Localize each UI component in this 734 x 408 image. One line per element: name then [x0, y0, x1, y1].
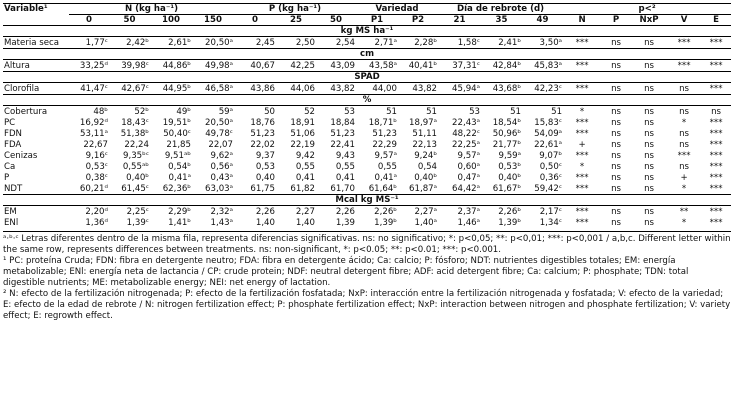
- table-cell: 0,55: [335, 161, 355, 172]
- header-col: P2: [411, 15, 425, 25]
- table-cell: 61,64ᵇ: [368, 183, 397, 194]
- table-row: [3, 183, 731, 195]
- table-cell: 0,55: [377, 161, 397, 172]
- table-cell: 64,42ᵃ: [452, 183, 481, 194]
- table-cell: ns: [611, 206, 622, 217]
- table-cell: 46,58ᵃ: [205, 83, 233, 94]
- unit-label: %: [3, 95, 731, 106]
- table-cell: 40,67: [250, 60, 275, 71]
- header-col: 0: [252, 15, 258, 25]
- header-col: 0: [86, 15, 92, 25]
- table-cell: ***: [709, 83, 723, 94]
- table-cell: ns: [644, 172, 655, 183]
- table-cell: ***: [709, 183, 723, 194]
- table-cell: 0,56ᵃ: [210, 161, 233, 172]
- table-cell: ***: [677, 150, 691, 161]
- row-label: EM: [4, 206, 17, 217]
- table-cell: 42,84ᵇ: [492, 60, 522, 71]
- table-cell: 22,67: [83, 139, 108, 150]
- table-cell: 42,67ᶜ: [121, 83, 149, 94]
- table-row: [3, 161, 731, 172]
- table-cell: ns: [644, 150, 655, 161]
- unit-label: Mcal kg MS⁻¹: [3, 195, 731, 206]
- table-cell: 1,39ᵇ: [374, 217, 397, 228]
- table-cell: 18,76: [250, 117, 275, 128]
- table-cell: 44,86ᵇ: [162, 60, 191, 71]
- table-cell: 43,82: [330, 83, 355, 94]
- header-col-blank: [3, 15, 69, 26]
- table-cell: ns: [679, 161, 690, 172]
- table-cell: 61,45ᶜ: [121, 183, 149, 194]
- table-cell: 45,94ᵃ: [452, 83, 481, 94]
- table-cell: 1,40ᵃ: [414, 217, 438, 228]
- row-label: Clorofila: [4, 83, 40, 94]
- table-cell: 0,41ᵃ: [168, 172, 191, 183]
- table-cell: *: [681, 217, 687, 228]
- table-cell: *: [681, 117, 687, 128]
- table-row: [3, 217, 731, 228]
- table-cell: ***: [677, 60, 691, 71]
- table-cell: 1,77ᶜ: [85, 37, 108, 48]
- table-cell: 20,50ᵃ: [205, 37, 233, 48]
- footnote-significance: ᵃ·ᵇ·ᶜ Letras diferentes dentro de la misma fila, representa diferencias significativas. ns: no significativo; *: p<0,05; **: p<0,01; ***: p<0,001 / a,b,c. Different letter within the same row, represents differences between treatments. ns: non-significant, *: p<0.05; **: p<0.01; ***: p<0.001.: [3, 234, 731, 255]
- table-cell: ***: [575, 60, 589, 71]
- table-cell: 42,23ᶜ: [534, 83, 563, 94]
- header-col: 49: [536, 15, 549, 25]
- table-cell: 62,36ᵇ: [162, 183, 191, 194]
- row-label: ENl: [4, 217, 19, 228]
- table-cell: 50,96ᵇ: [492, 128, 522, 139]
- header-col-row: [3, 15, 731, 26]
- table-cell: 22,61ᵃ: [534, 139, 563, 150]
- table-cell: 9,07ᵇ: [539, 150, 563, 161]
- table-cell: 22,13: [412, 139, 438, 150]
- table-cell: 44,00: [372, 83, 397, 94]
- table-cell: 43,09: [330, 60, 355, 71]
- table-cell: 9,59ᵃ: [498, 150, 522, 161]
- table-cell: 0,41ᵃ: [374, 172, 397, 183]
- table-cell: 9,43: [335, 150, 355, 161]
- table-cell: ns: [679, 106, 690, 117]
- header-group-variedad: Variedad: [356, 4, 438, 15]
- table-cell: 22,25ᵃ: [452, 139, 481, 150]
- table-cell: 18,91: [290, 117, 315, 128]
- table-cell: 43,58ᵃ: [369, 60, 397, 71]
- table-cell: 22,19: [290, 139, 315, 150]
- table-cell: 21,77ᵇ: [492, 139, 522, 150]
- table-cell: 37,31ᶜ: [452, 60, 481, 71]
- header-col: 35: [495, 15, 508, 25]
- table-cell: 2,71ᵃ: [374, 37, 397, 48]
- table-cell: 9,57ᵃ: [457, 150, 481, 161]
- table-cell: 44,06: [290, 83, 315, 94]
- table-cell: 2,29ᵇ: [168, 206, 191, 217]
- table-cell: 18,43ᶜ: [121, 117, 149, 128]
- table-cell: 2,26ᵇ: [374, 206, 397, 217]
- table-cell: 2,26: [335, 206, 355, 217]
- row-label: Ca: [4, 161, 16, 172]
- table-cell: 9,35ᵇᶜ: [123, 150, 149, 161]
- row-label: FDA: [4, 139, 22, 150]
- table-cell: ***: [709, 60, 723, 71]
- table-cell: ***: [709, 217, 723, 228]
- row-label: NDT: [4, 183, 23, 194]
- table-cell: 2,27: [295, 206, 315, 217]
- table-cell: ns: [644, 217, 655, 228]
- table-cell: ***: [709, 206, 723, 217]
- table-cell: ***: [575, 128, 589, 139]
- table-cell: 61,67ᵇ: [492, 183, 522, 194]
- table-cell: *: [579, 161, 585, 172]
- table-cell: +: [680, 172, 688, 183]
- table-cell: ***: [709, 37, 723, 48]
- table-cell: 2,61ᵇ: [168, 37, 191, 48]
- table-cell: ns: [611, 128, 622, 139]
- table-cell: ns: [611, 161, 622, 172]
- table-cell: 59ᵃ: [218, 106, 233, 117]
- table-cell: 2,26ᵇ: [498, 206, 522, 217]
- footnote-abbreviations: ¹ PC: proteína Cruda; FDN: fibra en detergente neutro; FDA: fibra en detergente ácido; Ca: calcio; P: fósforo; NDT: nutrientes digestibles totales; EM: energía metabolizable; ENl: energía neta de lactancia / CP: crude protein; NDF: neutral detergent fibre; ADF: acid detergent fibre; Ca: calcium; P: phosphate; TDN: total digestible nutrients; ME: metabolizable energy; NEI: net energy of lactation.: [3, 256, 689, 288]
- header-col: V: [680, 15, 688, 25]
- table-cell: 0,54: [417, 161, 438, 172]
- table-cell: 49,78ᶜ: [205, 128, 233, 139]
- header-col: E: [713, 15, 720, 25]
- table-cell: 22,43ᵃ: [452, 117, 481, 128]
- table-cell: 49ᵇ: [176, 106, 191, 117]
- table-cell: 51,38ᵇ: [120, 128, 149, 139]
- table-cell: ns: [611, 139, 622, 150]
- table-cell: 2,54: [335, 37, 355, 48]
- table-cell: ns: [644, 128, 655, 139]
- table-cell: 0,40ᵇ: [126, 172, 149, 183]
- table-cell: 2,41ᵇ: [498, 37, 522, 48]
- table-cell: ***: [575, 117, 589, 128]
- table-cell: 2,28ᵇ: [414, 37, 438, 48]
- table-cell: 49,98ᵃ: [205, 60, 233, 71]
- table-cell: 53: [344, 106, 355, 117]
- unit-row-kgms: [3, 26, 731, 37]
- table-cell: 40,41ᵇ: [408, 60, 438, 71]
- table-cell: 2,45: [255, 37, 275, 48]
- table-cell: 0,50ᶜ: [539, 161, 563, 172]
- table-cell: 0,43ᵃ: [210, 172, 233, 183]
- table-cell: 1,36ᵈ: [85, 217, 108, 228]
- table-cell: ***: [575, 206, 589, 217]
- table-cell: ns: [644, 60, 655, 71]
- table-cell: 61,75: [250, 183, 275, 194]
- table-cell: ns: [611, 60, 622, 71]
- table-cell: 51: [510, 106, 522, 117]
- table-cell: 15,83ᶜ: [534, 117, 563, 128]
- table-cell: 48ᵇ: [93, 106, 108, 117]
- table-cell: ns: [611, 106, 622, 117]
- table-cell: 2,26: [255, 206, 275, 217]
- table-cell: 1,46ᵃ: [457, 217, 481, 228]
- table-cell: 0,40ᵇ: [414, 172, 438, 183]
- unit-row-percent: [3, 95, 731, 106]
- table-cell: 53: [469, 106, 481, 117]
- header-col: 50: [123, 15, 136, 25]
- table-cell: 50,40ᶜ: [163, 128, 191, 139]
- table-cell: 0,53ᶜ: [85, 161, 108, 172]
- header-variable: Variable¹: [3, 4, 69, 15]
- table-cell: 1,40: [255, 217, 275, 228]
- table-cell: 2,32ᵃ: [210, 206, 233, 217]
- table-cell: 50: [264, 106, 275, 117]
- row-label: Materia seca: [4, 37, 60, 48]
- table-cell: ***: [709, 172, 723, 183]
- table-cell: ***: [575, 217, 589, 228]
- table-row: [3, 37, 731, 49]
- header-col: P: [612, 15, 620, 25]
- table-cell: 61,82: [290, 183, 315, 194]
- table-cell: ***: [709, 161, 723, 172]
- table-cell: 0,47ᵃ: [457, 172, 481, 183]
- table-cell: ***: [709, 150, 723, 161]
- table-cell: 20,50ᵃ: [205, 117, 233, 128]
- table-cell: 48,22ᶜ: [452, 128, 481, 139]
- table-cell: 51,06: [290, 128, 315, 139]
- table-cell: 1,34ᶜ: [539, 217, 563, 228]
- table-row: [3, 172, 731, 183]
- table-cell: 2,27ᵃ: [414, 206, 438, 217]
- table-cell: 22,41: [330, 139, 355, 150]
- table-cell: 51: [426, 106, 438, 117]
- table-cell: 39,98ᶜ: [121, 60, 149, 71]
- row-label: P: [4, 172, 10, 183]
- table-row: [3, 83, 731, 95]
- table-cell: 22,24: [124, 139, 149, 150]
- header-group-n: N (kg ha⁻¹): [69, 4, 234, 15]
- table-row: [3, 117, 731, 128]
- table-cell: 1,58ᶜ: [457, 37, 481, 48]
- header-col: P1: [370, 15, 384, 25]
- table-cell: 16,92ᵈ: [79, 117, 108, 128]
- table-cell: 1,39: [335, 217, 355, 228]
- table-cell: ns: [644, 106, 655, 117]
- table-cell: ns: [611, 117, 622, 128]
- table-cell: 2,25ᶜ: [126, 206, 149, 217]
- table-cell: ns: [644, 117, 655, 128]
- row-label: Altura: [4, 60, 30, 71]
- table-row: [3, 106, 731, 118]
- table-cell: 52ᵇ: [134, 106, 149, 117]
- table-cell: **: [679, 206, 689, 217]
- unit-label: kg MS ha⁻¹: [3, 26, 731, 37]
- table-cell: ns: [679, 128, 690, 139]
- table-cell: +: [578, 139, 586, 150]
- table-cell: 22,29: [372, 139, 397, 150]
- table-cell: 59,42ᶜ: [534, 183, 563, 194]
- table-cell: 0,40ᵇ: [498, 172, 522, 183]
- table-cell: 22,07: [208, 139, 233, 150]
- table-cell: ns: [611, 183, 622, 194]
- footnote-effects: ² N: efecto de la fertilización nitrogenada; P: efecto de la fertilización fosfatada; NxP: interacción entre la fertilización nitrogenada y fosfatada; V: efecto de la variedad; E: efecto de la edad de rebrote / N: nitrogen fertilization effect; P: phosphate fertilization effect; NxP: interaction between nitrogen and phosphate fertilization; V: variety effect; E: regrowth effect.: [3, 289, 731, 321]
- table-row: [3, 150, 731, 161]
- table-cell: 51,23: [372, 128, 397, 139]
- unit-row-mcal: [3, 195, 731, 206]
- table-cell: 2,50: [295, 37, 315, 48]
- table-cell: 0,60ᵃ: [457, 161, 481, 172]
- table-cell: 18,97ᵃ: [409, 117, 438, 128]
- header-group-p: P (kg ha⁻¹): [234, 4, 356, 15]
- table-cell: 9,57ᵃ: [374, 150, 397, 161]
- table-cell: ns: [611, 37, 622, 48]
- results-table: [3, 3, 731, 228]
- table-cell: 2,17ᶜ: [539, 206, 563, 217]
- table-cell: 0,54ᵇ: [168, 161, 191, 172]
- table-cell: 2,42ᵇ: [126, 37, 149, 48]
- table-cell: ns: [644, 139, 655, 150]
- table-cell: 33,25ᵈ: [79, 60, 108, 71]
- table-cell: ns: [644, 37, 655, 48]
- table-cell: 9,62ᵃ: [210, 150, 233, 161]
- table-cell: 0,55: [295, 161, 315, 172]
- table-cell: 9,37: [255, 150, 275, 161]
- table-cell: 1,39ᶜ: [126, 217, 149, 228]
- table-cell: ns: [611, 217, 622, 228]
- table-footnotes: [3, 231, 731, 322]
- table-row: [3, 60, 731, 72]
- table-cell: 18,84: [330, 117, 355, 128]
- table-cell: ns: [644, 183, 655, 194]
- table-cell: 61,70: [330, 183, 355, 194]
- table-row: [3, 128, 731, 139]
- table-cell: 0,41: [295, 172, 315, 183]
- header-col: 50: [330, 15, 342, 25]
- table-cell: 0,55ᵃᵇ: [122, 161, 149, 172]
- table-cell: 9,42: [295, 150, 315, 161]
- table-cell: 3,50ᵃ: [539, 37, 563, 48]
- header-col: N: [578, 15, 586, 25]
- header-group-rebrote: Día de rebrote (d): [438, 4, 563, 15]
- table-cell: ns: [679, 139, 690, 150]
- table-cell: 1,39ᵇ: [498, 217, 522, 228]
- table-cell: 9,16ᶜ: [85, 150, 108, 161]
- table-cell: 43,68ᵇ: [492, 83, 522, 94]
- table-cell: 54,09ᵃ: [534, 128, 563, 139]
- header-group-p-values: p<²: [563, 4, 731, 15]
- header-col: 100: [162, 15, 180, 25]
- table-cell: 52: [304, 106, 315, 117]
- table-cell: 0,38ᶜ: [85, 172, 108, 183]
- table-cell: 0,40: [255, 172, 275, 183]
- table-cell: 0,36ᶜ: [539, 172, 563, 183]
- table-cell: ***: [575, 172, 589, 183]
- table-cell: 43,86: [250, 83, 275, 94]
- table-cell: ns: [611, 150, 622, 161]
- table-cell: ***: [575, 150, 589, 161]
- table-cell: ***: [575, 37, 589, 48]
- table-cell: 2,20ᵈ: [85, 206, 108, 217]
- unit-label: cm: [3, 49, 731, 60]
- table-cell: ***: [575, 183, 589, 194]
- table-cell: 51: [386, 106, 397, 117]
- table-cell: ns: [611, 172, 622, 183]
- row-label: PC: [4, 117, 16, 128]
- table-cell: 51,11: [412, 128, 438, 139]
- header-col: 150: [204, 15, 222, 25]
- row-label: FDN: [4, 128, 22, 139]
- table-cell: 22,02: [250, 139, 275, 150]
- table-cell: 2,37ᵃ: [457, 206, 481, 217]
- header-col: 21: [453, 15, 466, 25]
- table-cell: 53,11ᵃ: [80, 128, 108, 139]
- table-cell: ns: [644, 83, 655, 94]
- header-group-row: [3, 4, 731, 15]
- table-cell: 63,03ᵃ: [205, 183, 233, 194]
- table-cell: 51: [551, 106, 563, 117]
- table-cell: 9,51ᵃᵇ: [164, 150, 191, 161]
- unit-label: SPAD: [3, 72, 731, 83]
- table-row: [3, 206, 731, 218]
- table-cell: 18,54ᵇ: [492, 117, 522, 128]
- row-label: Cobertura: [4, 106, 48, 117]
- row-label: Cenizas: [4, 150, 38, 161]
- table-cell: 44,95ᵇ: [162, 83, 191, 94]
- table-cell: ***: [709, 139, 723, 150]
- table-cell: ns: [644, 206, 655, 217]
- results-table-figure: [3, 3, 731, 322]
- unit-row-spad: [3, 72, 731, 83]
- table-cell: 18,71ᵇ: [368, 117, 397, 128]
- table-cell: 0,53: [255, 161, 275, 172]
- table-cell: ns: [679, 83, 690, 94]
- table-cell: ***: [709, 117, 723, 128]
- table-cell: ns: [611, 83, 622, 94]
- table-cell: ***: [575, 83, 589, 94]
- table-cell: 51,23: [250, 128, 275, 139]
- table-cell: 61,87ᵃ: [409, 183, 438, 194]
- table-cell: 21,85: [166, 139, 191, 150]
- table-cell: *: [681, 183, 687, 194]
- table-cell: 45,83ᵃ: [534, 60, 563, 71]
- unit-row-cm: [3, 49, 731, 60]
- table-row: [3, 139, 731, 150]
- table-cell: ns: [644, 161, 655, 172]
- table-cell: 0,53ᵇ: [498, 161, 522, 172]
- table-cell: 41,47ᶜ: [80, 83, 108, 94]
- table-cell: 43,82: [412, 83, 438, 94]
- table-cell: 1,41ᵇ: [168, 217, 191, 228]
- table-cell: *: [579, 106, 585, 117]
- table-cell: ns: [711, 106, 722, 117]
- table-cell: 42,25: [290, 60, 315, 71]
- table-cell: 1,40: [295, 217, 315, 228]
- header-col: 25: [290, 15, 302, 25]
- table-cell: 9,24ᵇ: [414, 150, 438, 161]
- table-cell: ***: [709, 128, 723, 139]
- table-cell: 51,23: [330, 128, 355, 139]
- table-cell: 0,41: [335, 172, 355, 183]
- table-cell: ***: [677, 37, 691, 48]
- table-cell: 19,51ᵇ: [162, 117, 191, 128]
- table-cell: 1,43ᵃ: [210, 217, 233, 228]
- header-col: NxP: [639, 15, 659, 25]
- table-cell: 60,21ᵈ: [79, 183, 108, 194]
